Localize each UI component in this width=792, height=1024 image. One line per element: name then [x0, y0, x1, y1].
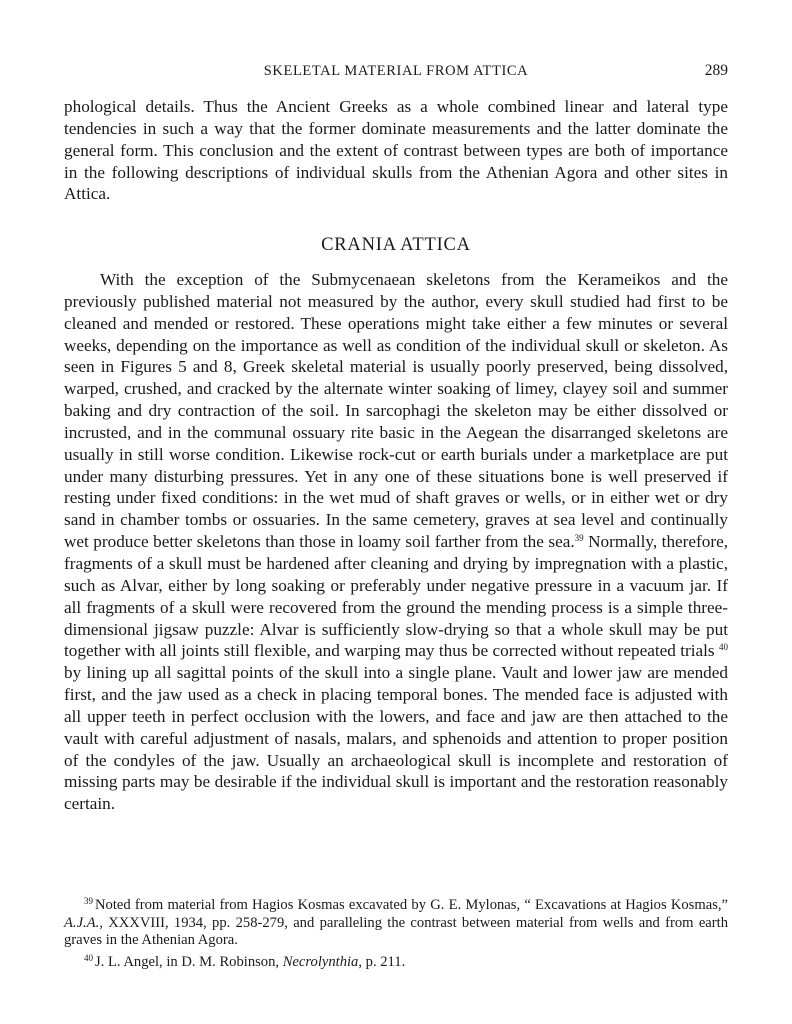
footnote-text-after: , XXXVIII, 1934, pp. 258-279, and paralleling the contrast between material from wells and from earth graves in the Athenian Agora. — [64, 914, 728, 948]
footnote-text-after: , p. 211. — [358, 953, 406, 970]
footnote-italic: Necrolynthia — [282, 953, 359, 970]
footnote-ref-40[interactable]: 40 — [719, 642, 728, 653]
footnotes — [64, 893, 728, 971]
footnote-text-before: J. L. Angel, in D. M. Robinson, — [95, 953, 283, 970]
footnote-39 — [64, 893, 728, 950]
footnote-number: 39 — [84, 896, 93, 906]
main-paragraph-part-3: by lining up all sagittal points of the skull into a single plane. Vault and lower jaw are mended first, and the jaw used as a check in placing temporal bones. The mended face is adjusted with all upper teeth in perfect occlusion with the lowers, and face and jaw are then attached to the vault with careful adjustment of nasals, malars, and sphenoids and attention to proper position of the condyles of the jaw. Usually an archaeological skull is incomplete and restoration of missing parts may be desirable if the individual skull is important and the restoration reasonably certain. — [64, 663, 728, 814]
running-head — [64, 60, 728, 82]
section-heading: CRANIA ATTICA — [321, 235, 471, 255]
footnote-40 — [64, 950, 728, 972]
footnote-text-before: Noted from material from Hagios Kosmas excavated by G. E. Mylonas, “ Excavations at Hagios Kosmas,” — [95, 897, 728, 913]
main-paragraph — [64, 269, 728, 815]
page-number: 289 — [704, 62, 728, 79]
footnote-number: 40 — [84, 952, 93, 963]
main-paragraph-part-1: With the exception of the Submycenaean skeletons from the Kerameikos and the previously published material not measured by the author, every skull studied had first to be cleaned and mended or restored. These operations might take either a few minutes or several weeks, depending on the importance as well as condition of the individual skull or skeleton. As seen in Figures 5 and 8, Greek skeletal material is usually poorly preserved, being dissolved, warped, crushed, and cracked by the alternate winter soaking of limey, clayey soil and summer baking and dry contraction of the soil. In sarcophagi the skeleton may be either dissolved or incrusted, and in the communal ossuary rite basic in the Aegean the disarranged skeletons are usually in still worse condition. Likewise rock-cut or earth burials under a marketplace are put under many disturbing pressures. Yet in any one of these situations bone is well preserved if resting under fixed conditions: in the wet mud of shaft graves or wells, or in either wet or dry sand in chamber tombs or ossuaries. In the same cemetery, graves at sea level and continually wet produce better skeletons than those in loamy soil farther from the sea. — [64, 270, 728, 552]
footnote-italic: A.J.A. — [64, 914, 100, 931]
running-title: SKELETAL MATERIAL FROM ATTICA — [263, 63, 529, 79]
footnote-ref-39[interactable]: 39 — [574, 533, 584, 544]
main-paragraph-part-2: Normally, therefore, fragments of a skull must be hardened after cleaning and drying by impregnation with a plastic, such as Alvar, either by long soaking or preferably under negative pressure in a vacuum jar. If all fragments of a skull were recovered from the ground the mending process is a simple three-dimensional jigsaw puzzle: Alvar is sufficiently slow-drying so that a whole skull may be put together with all joints still flexible, and warping may thus be corrected without repeated trials — [64, 532, 728, 661]
intro-paragraph: phological details. Thus the Ancient Greeks as a whole combined linear and lateral type tendencies in such a way that the former dominate measurements and the latter dominate the general form. This conclusion and the extent of contrast between types are both of importance in the following descriptions of individual skulls from the Athenian Agora and other sites in Attica. — [64, 97, 728, 204]
